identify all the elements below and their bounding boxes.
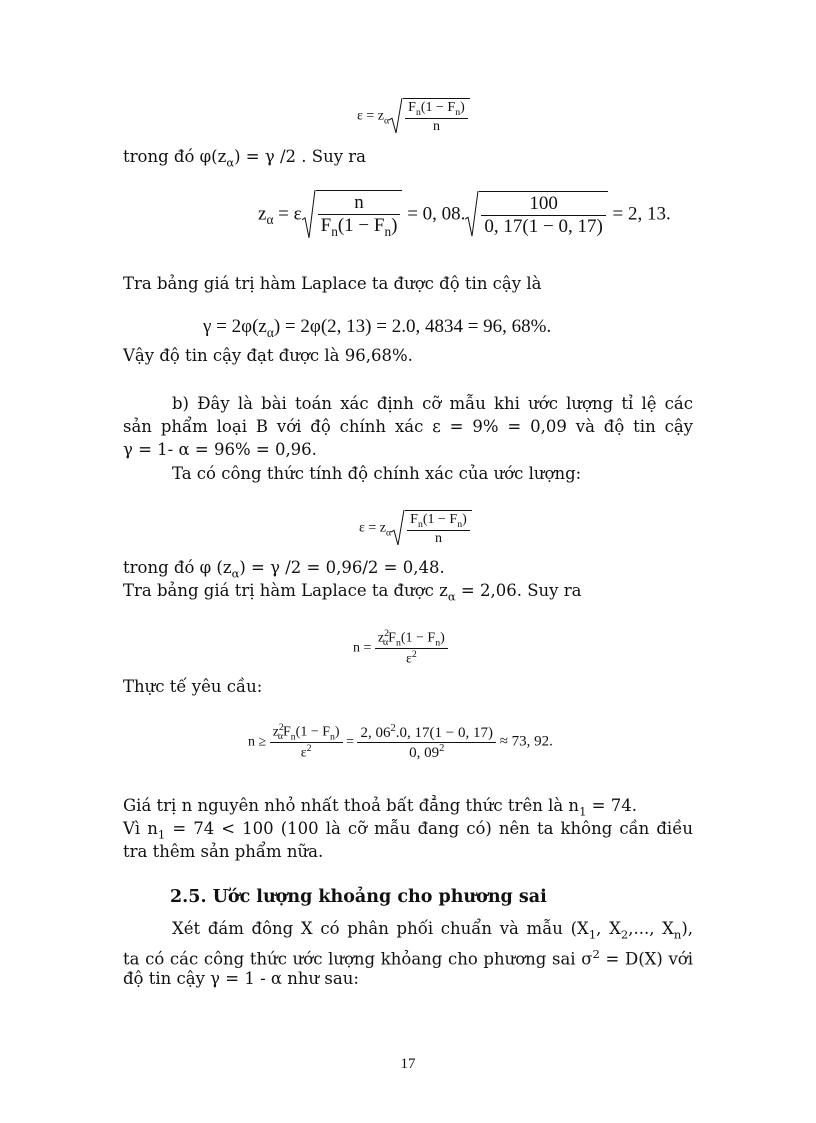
formula-z-alpha: $z_\alpha = \varepsilon$ $\frac{n}{F_n(1 - F_n)}$ = 0, 08. $\frac{100}{0, 17(1 - 0, 17)}$ = 2, 13. [258, 192, 671, 239]
formula-precision-2: $\varepsilon = z_\alpha$ $\frac{F_n(1 - F_n)}{n}$ [359, 510, 472, 547]
paragraph-d-line: ta có các công thức ước lượng khỏang cho phương sai $\sigma^2 = D(X)$ với [123, 947, 693, 969]
text-line: Tra bảng giá trị hàm Laplace ta được $z_\alpha = 2,06$. Suy ra [123, 581, 582, 604]
paragraph-b-line: Ta có công thức tính độ chính xác của ước lượng: [172, 464, 582, 483]
paragraph-b-line: γ = 1- α = 96% = 0,96. [123, 440, 317, 459]
text-line: Tra bảng giá trị hàm Laplace ta được độ tin cậy là [123, 274, 542, 293]
formula-confidence: $\gamma = 2\varphi(z_\alpha) = 2\varphi(2$, 13) = 2.0, 4834 = 96, 68%. [203, 316, 552, 340]
sqrt: $\frac{F_n(1 - F_n)}{n}$ [389, 98, 470, 135]
formula-sample-size-bound: n ≥ $\frac{z^2_\alpha F_n(1 - F_n)}{\varepsilon^2}$ = $\frac{2, 06^2.0, 17(1 - 0, 17)}{0, 09^2}$ ≈ 73, 92. [248, 722, 553, 762]
paragraph-c-line: Vì $n_1 = 74 < 100$ (100 là cỡ mẫu đang có) nên ta không cần điều [123, 819, 693, 842]
paragraph-d-line: Xét đám đông X có phân phối chuẩn và mẫu ($X_1$, $X_2$,..., $X_n$), [172, 919, 693, 942]
paragraph-d-line: độ tin cậy γ = 1 - α như sau: [123, 969, 359, 988]
text-line: trong đó $\varphi(z_\alpha) = \gamma$ /2 . Suy ra [123, 147, 366, 170]
page-number: 17 [400, 1056, 416, 1072]
paragraph-c-line: tra thêm sản phẩm nữa. [123, 842, 324, 861]
section-heading: 2.5. Ước lượng khoảng cho phương sai [170, 887, 547, 907]
formula-precision-1: $\varepsilon = z_\alpha$ $\frac{F_n(1 - F_n)}{n}$ [357, 98, 470, 135]
paragraph-b-line: sản phẩm loại B với độ chính xác ε = 9% = 0,09 và độ tin cậy [123, 417, 693, 436]
text-line: trong đó φ $(z_\alpha) = \gamma$ /2 = 0,96/2 = 0,48. [123, 558, 445, 581]
text-line: Vậy độ tin cậy đạt được là 96,68%. [123, 346, 413, 365]
paragraph-c-line: Giá trị n nguyên nhỏ nhất thoả bất đẳng thức trên là $n_1 = 74$. [123, 796, 637, 819]
text-line: Thực tế yêu cầu: [123, 677, 263, 696]
paragraph-b-line: b) Đây là bài toán xác định cỡ mẫu khi ước lượng tỉ lệ các [172, 394, 693, 413]
formula-sample-size: n = $\frac{z^2_\alpha F_n(1 - F_n)}{\varepsilon^2}$ [353, 628, 448, 668]
